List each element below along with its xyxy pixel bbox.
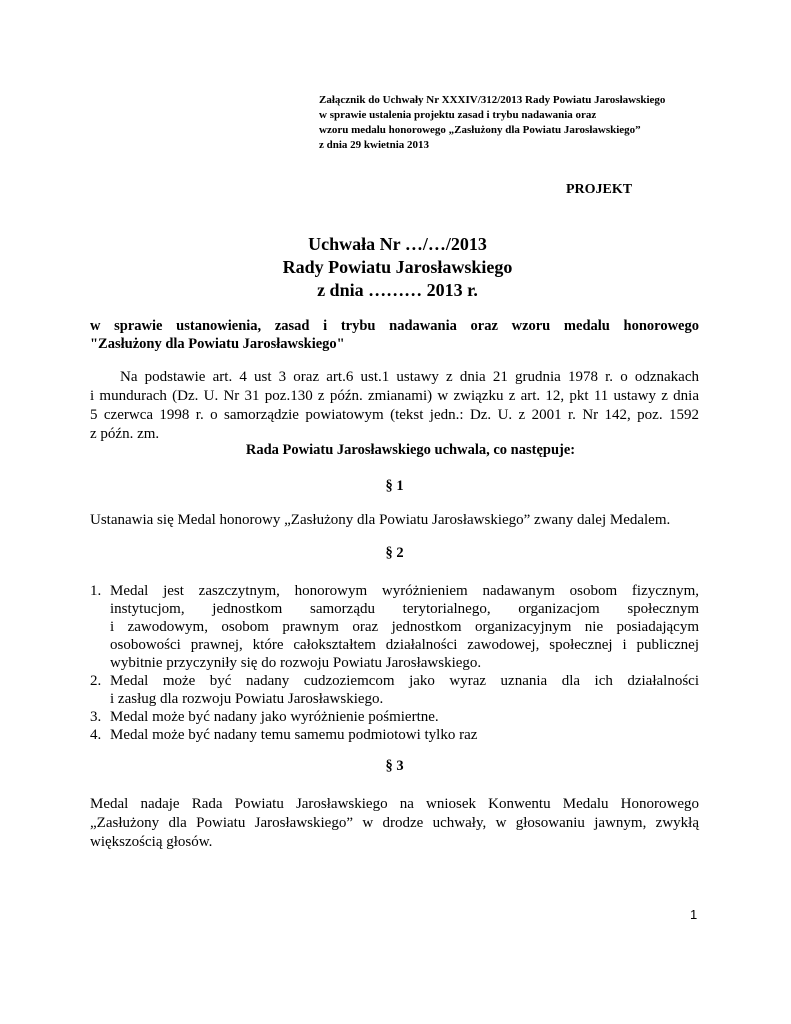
section-1-text: Ustanawia się Medal honorowy „Zasłużony dla Powiatu Jarosławskiego” zwany dalej Medalem. <box>90 512 671 528</box>
basis-line: 5 czerwca 1998 r. o samorządzie powiatowym (tekst jedn.: Dz. U. z 2001 r. Nr 142, poz. 1592 <box>90 407 699 423</box>
section-1-heading: § 1 <box>385 478 404 494</box>
basis-line: z późn. zm. <box>90 426 160 442</box>
annex-line: w sprawie ustalenia projektu zasad i trybu nadawania oraz <box>319 109 597 121</box>
section-3-text <box>90 795 699 852</box>
list-item-number: 1. <box>90 583 102 599</box>
list-item-line: i zasług dla rozwoju Powiatu Jarosławskiego. <box>110 691 384 707</box>
title-line: z dnia ……… 2013 r. <box>317 280 478 300</box>
subject-line: w sprawie ustanowienia, zasad i trybu nadawania oraz wzoru medalu honorowego <box>90 318 699 334</box>
list-item-line: Medal może być nadany temu samemu podmiotowi tylko raz <box>110 727 478 743</box>
annex-header <box>319 93 759 153</box>
list-item-line: i zawodowym, osobom prawnym oraz jednostkom organizacyjnym nie posiadającym <box>110 619 699 635</box>
basis-line: i mundurach (Dz. U. Nr 31 poz.130 z późn. zmianami) w związku z art. 12, pkt 11 ustawy z dnia <box>90 388 699 404</box>
section-2-heading: § 2 <box>385 545 404 561</box>
section-3-line: Medal nadaje Rada Powiatu Jarosławskiego na wniosek Konwentu Medalu Honorowego <box>90 796 699 812</box>
list-item-line: Medal jest zaszczytnym, honorowym wyróżnieniem nadawanym osobom fizycznym, <box>110 583 699 599</box>
section-3-line: „Zasłużony dla Powiatu Jarosławskiego” w drodze uchwały, w głosowaniu jawnym, zwykłą <box>90 815 699 831</box>
list-item <box>90 708 699 726</box>
list-item-number: 3. <box>90 709 102 725</box>
list-item-line: instytucjom, jednostkom samorządu terytorialnego, organizacjom społecznym <box>110 601 699 617</box>
annex-line: z dnia 29 kwietnia 2013 <box>319 139 430 151</box>
resolution-title <box>90 233 705 302</box>
list-item-number: 2. <box>90 673 102 689</box>
section-3-heading: § 3 <box>385 758 404 774</box>
annex-line: wzoru medalu honorowego „Zasłużony dla Powiatu Jarosławskiego” <box>319 124 641 136</box>
list-item-line: wybitnie przyczyniły się do rozwoju Powiatu Jarosławskiego. <box>110 655 482 671</box>
basis-line: Na podstawie art. 4 ust 3 oraz art.6 ust.1 ustawy z dnia 21 grudnia 1978 r. o odznakach <box>120 369 699 385</box>
list-item-number: 4. <box>90 727 102 743</box>
list-item-line: osobowości prawnej, które całokształtem działalności zawodowej, społecznej i publicznej <box>110 637 699 653</box>
projekt-label: PROJEKT <box>566 182 633 197</box>
subject-line: "Zasłużony dla Powiatu Jarosławskiego" <box>90 336 345 352</box>
annex-line: Załącznik do Uchwały Nr XXXIV/312/2013 Rady Powiatu Jarosławskiego <box>319 94 666 106</box>
list-item-line: Medal może być nadany jako wyróżnienie pośmiertne. <box>110 709 439 725</box>
list-item <box>90 582 699 672</box>
section-2-list <box>90 582 699 744</box>
resolution-subject <box>90 317 699 353</box>
list-item-line: Medal może być nadany cudzoziemcom jako wyraz uznania dla ich działalności <box>110 673 699 689</box>
legal-basis <box>90 368 699 444</box>
resolves-statement: Rada Powiatu Jarosławskiego uchwala, co następuje: <box>245 442 576 458</box>
title-line: Rady Powiatu Jarosławskiego <box>282 257 513 277</box>
list-item <box>90 672 699 708</box>
list-item <box>90 726 699 744</box>
section-3-line: większością głosów. <box>90 834 213 850</box>
page-number: 1 <box>690 907 698 922</box>
title-line: Uchwała Nr …/…/2013 <box>308 234 487 254</box>
